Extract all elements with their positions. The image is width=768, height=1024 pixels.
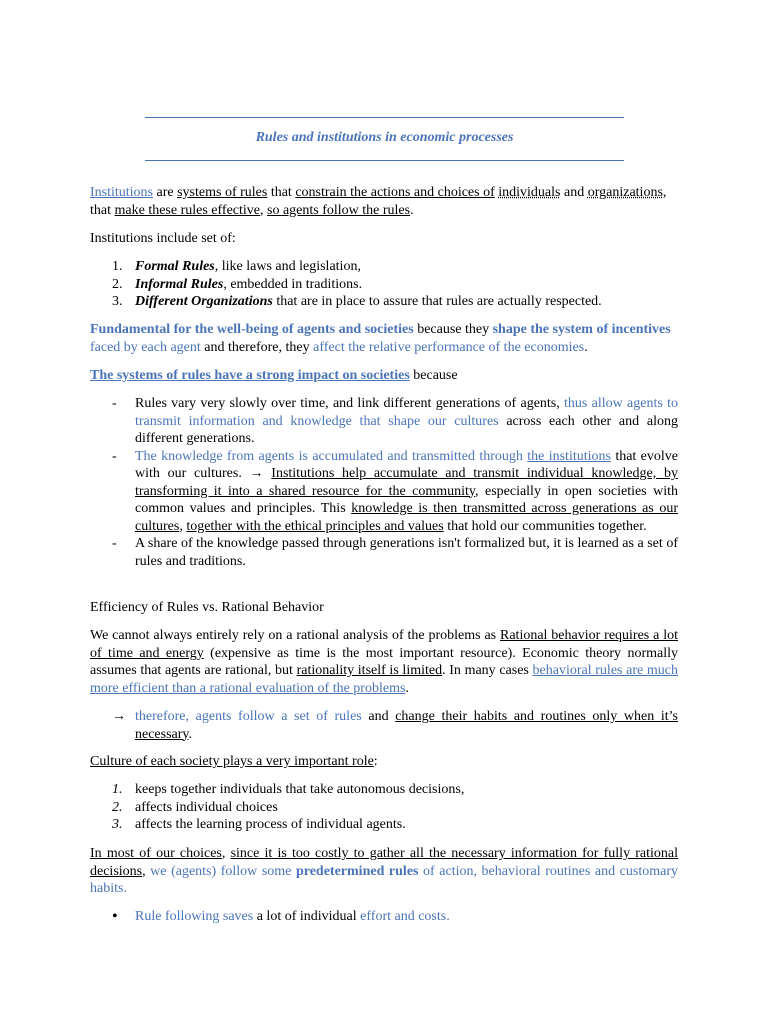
term-formal-rules: Formal Rules: [135, 259, 215, 274]
text: , especially in open societies with common values and principles. This: [135, 483, 678, 516]
text: change their habits and routines only when it’s necessary: [135, 709, 678, 742]
text: that are in place to assure that rules are actually respected.: [272, 294, 602, 309]
list-marker: 3.: [112, 294, 123, 309]
text: The systems of rules have a strong impact on societies: [90, 368, 410, 383]
title-block: [145, 117, 624, 161]
text: therefore, agents follow a set of rules: [135, 709, 362, 724]
text: knowledge is then transmitted across generations as our cultures: [135, 501, 678, 534]
text: Fundamental for the well-being of agents and societies: [90, 322, 414, 337]
text: Rules vary very slowly over time, and link different generations of agents,: [135, 396, 565, 411]
word-individuals: individuals: [498, 185, 561, 200]
text: and: [361, 709, 396, 724]
text: Culture of each society plays a very important role: [90, 754, 374, 769]
text: that: [267, 185, 296, 200]
text: A share of the knowledge passed through generations isn't formalized but, it is learned as a set of rules and traditions.: [135, 536, 678, 569]
paragraph-fundamental: [90, 321, 678, 356]
dash-marker: -: [112, 448, 117, 464]
text: effort and costs.: [360, 909, 450, 924]
text: faced by each agent: [90, 339, 201, 355]
text: .: [123, 881, 127, 896]
text: behavioral rules are much more efficient than a rational evaluation of the problems: [90, 663, 678, 696]
paragraph-include-set: Institutions include set of:: [90, 231, 236, 246]
text: rationality itself is limited: [296, 663, 443, 678]
list-marker: 1.: [112, 259, 123, 274]
text: . In many cases: [442, 663, 533, 678]
text: The knowledge from agents is accumulated and transmitted through: [135, 448, 528, 464]
text: shape the system of incentives: [492, 322, 671, 337]
term-institutions: Institutions: [90, 185, 154, 200]
document-title: Rules and institutions in economic processes: [255, 130, 514, 145]
text: affect the relative performance of the economies: [313, 339, 585, 355]
text: a lot of individual: [253, 909, 361, 924]
phrase-agents-follow-rules: so agents follow the rules: [267, 202, 411, 218]
text: Institutions help accumulate and transmit individual knowledge, by transforming it into a shared resource for the community: [135, 466, 678, 499]
list-marker: 2.: [112, 276, 123, 292]
text: because they: [413, 322, 493, 337]
text: In most of our choices: [90, 846, 222, 861]
arrow-icon: →: [249, 466, 264, 481]
text: , like laws and legislation,: [214, 259, 361, 274]
list-marker: 1.: [112, 782, 123, 797]
bullet-icon: •: [112, 908, 118, 925]
text: since it is too costly to gather all the necessary information for fully rational decisions,: [90, 846, 679, 879]
paragraph-most-choices: [90, 845, 678, 898]
text: the institutions: [527, 448, 611, 464]
paragraph-rational-analysis: [90, 627, 678, 697]
text: ,: [221, 846, 231, 861]
text: .: [405, 680, 409, 696]
phrase-systems-of-rules: systems of rules: [177, 185, 268, 200]
text: thus allow agents to transmit information and knowledge that shape our cultures: [135, 396, 678, 429]
text: ,: [179, 518, 187, 534]
text: predetermined rules: [295, 863, 419, 879]
text: ,: [662, 185, 667, 200]
text: of action, behavioral routines and customary habits: [90, 863, 678, 896]
paragraph-institutions-definition: [90, 184, 678, 219]
text: , embedded in traditions.: [223, 276, 363, 292]
phrase-make-rules-effective: make these rules effective: [114, 202, 261, 218]
text: that hold our communities together.: [443, 518, 647, 534]
text: .: [410, 202, 414, 218]
text: that evolve with our cultures.: [135, 448, 678, 481]
section-heading-efficiency: Efficiency of Rules vs. Rational Behavior: [90, 600, 324, 615]
text: are: [153, 185, 178, 200]
text: Rational behavior requires a lot of time and energy: [90, 628, 678, 661]
text: across each other and along different generations.: [135, 413, 678, 446]
phrase-constrain: constrain the actions and choices of: [295, 185, 495, 200]
text: ,: [260, 202, 268, 218]
arrow-icon: →: [112, 709, 126, 724]
text: affects individual choices: [135, 799, 278, 815]
term-informal-rules: Informal Rules: [135, 276, 224, 292]
text: we (agents) follow some: [145, 863, 296, 879]
paragraph-culture-role: [90, 753, 678, 771]
text: :: [373, 754, 378, 769]
word-organizations: organizations: [587, 185, 663, 200]
list-marker: 2.: [112, 799, 123, 815]
text: that: [90, 202, 115, 218]
dash-marker: -: [112, 396, 117, 411]
text: We cannot always entirely rely on a rational analysis of the problems as: [90, 628, 500, 643]
list-marker: 3.: [112, 817, 123, 832]
text: and: [560, 185, 588, 200]
text: and therefore, they: [200, 339, 314, 355]
text: (expensive as time is the most important resource). Economic theory normally assumes that agents are rational, but: [90, 645, 678, 678]
text: .: [584, 339, 588, 355]
text: because: [409, 368, 458, 383]
paragraph-strong-impact: [90, 367, 678, 385]
text: .: [188, 726, 193, 742]
text: affects the learning process of individual agents.: [135, 817, 406, 832]
term-different-organizations: Different Organizations: [135, 294, 273, 309]
dash-marker: -: [112, 536, 117, 551]
text: together with the ethical principles and values: [186, 518, 444, 534]
text: keeps together individuals that take autonomous decisions,: [135, 782, 465, 797]
text: Rule following saves: [135, 909, 254, 924]
